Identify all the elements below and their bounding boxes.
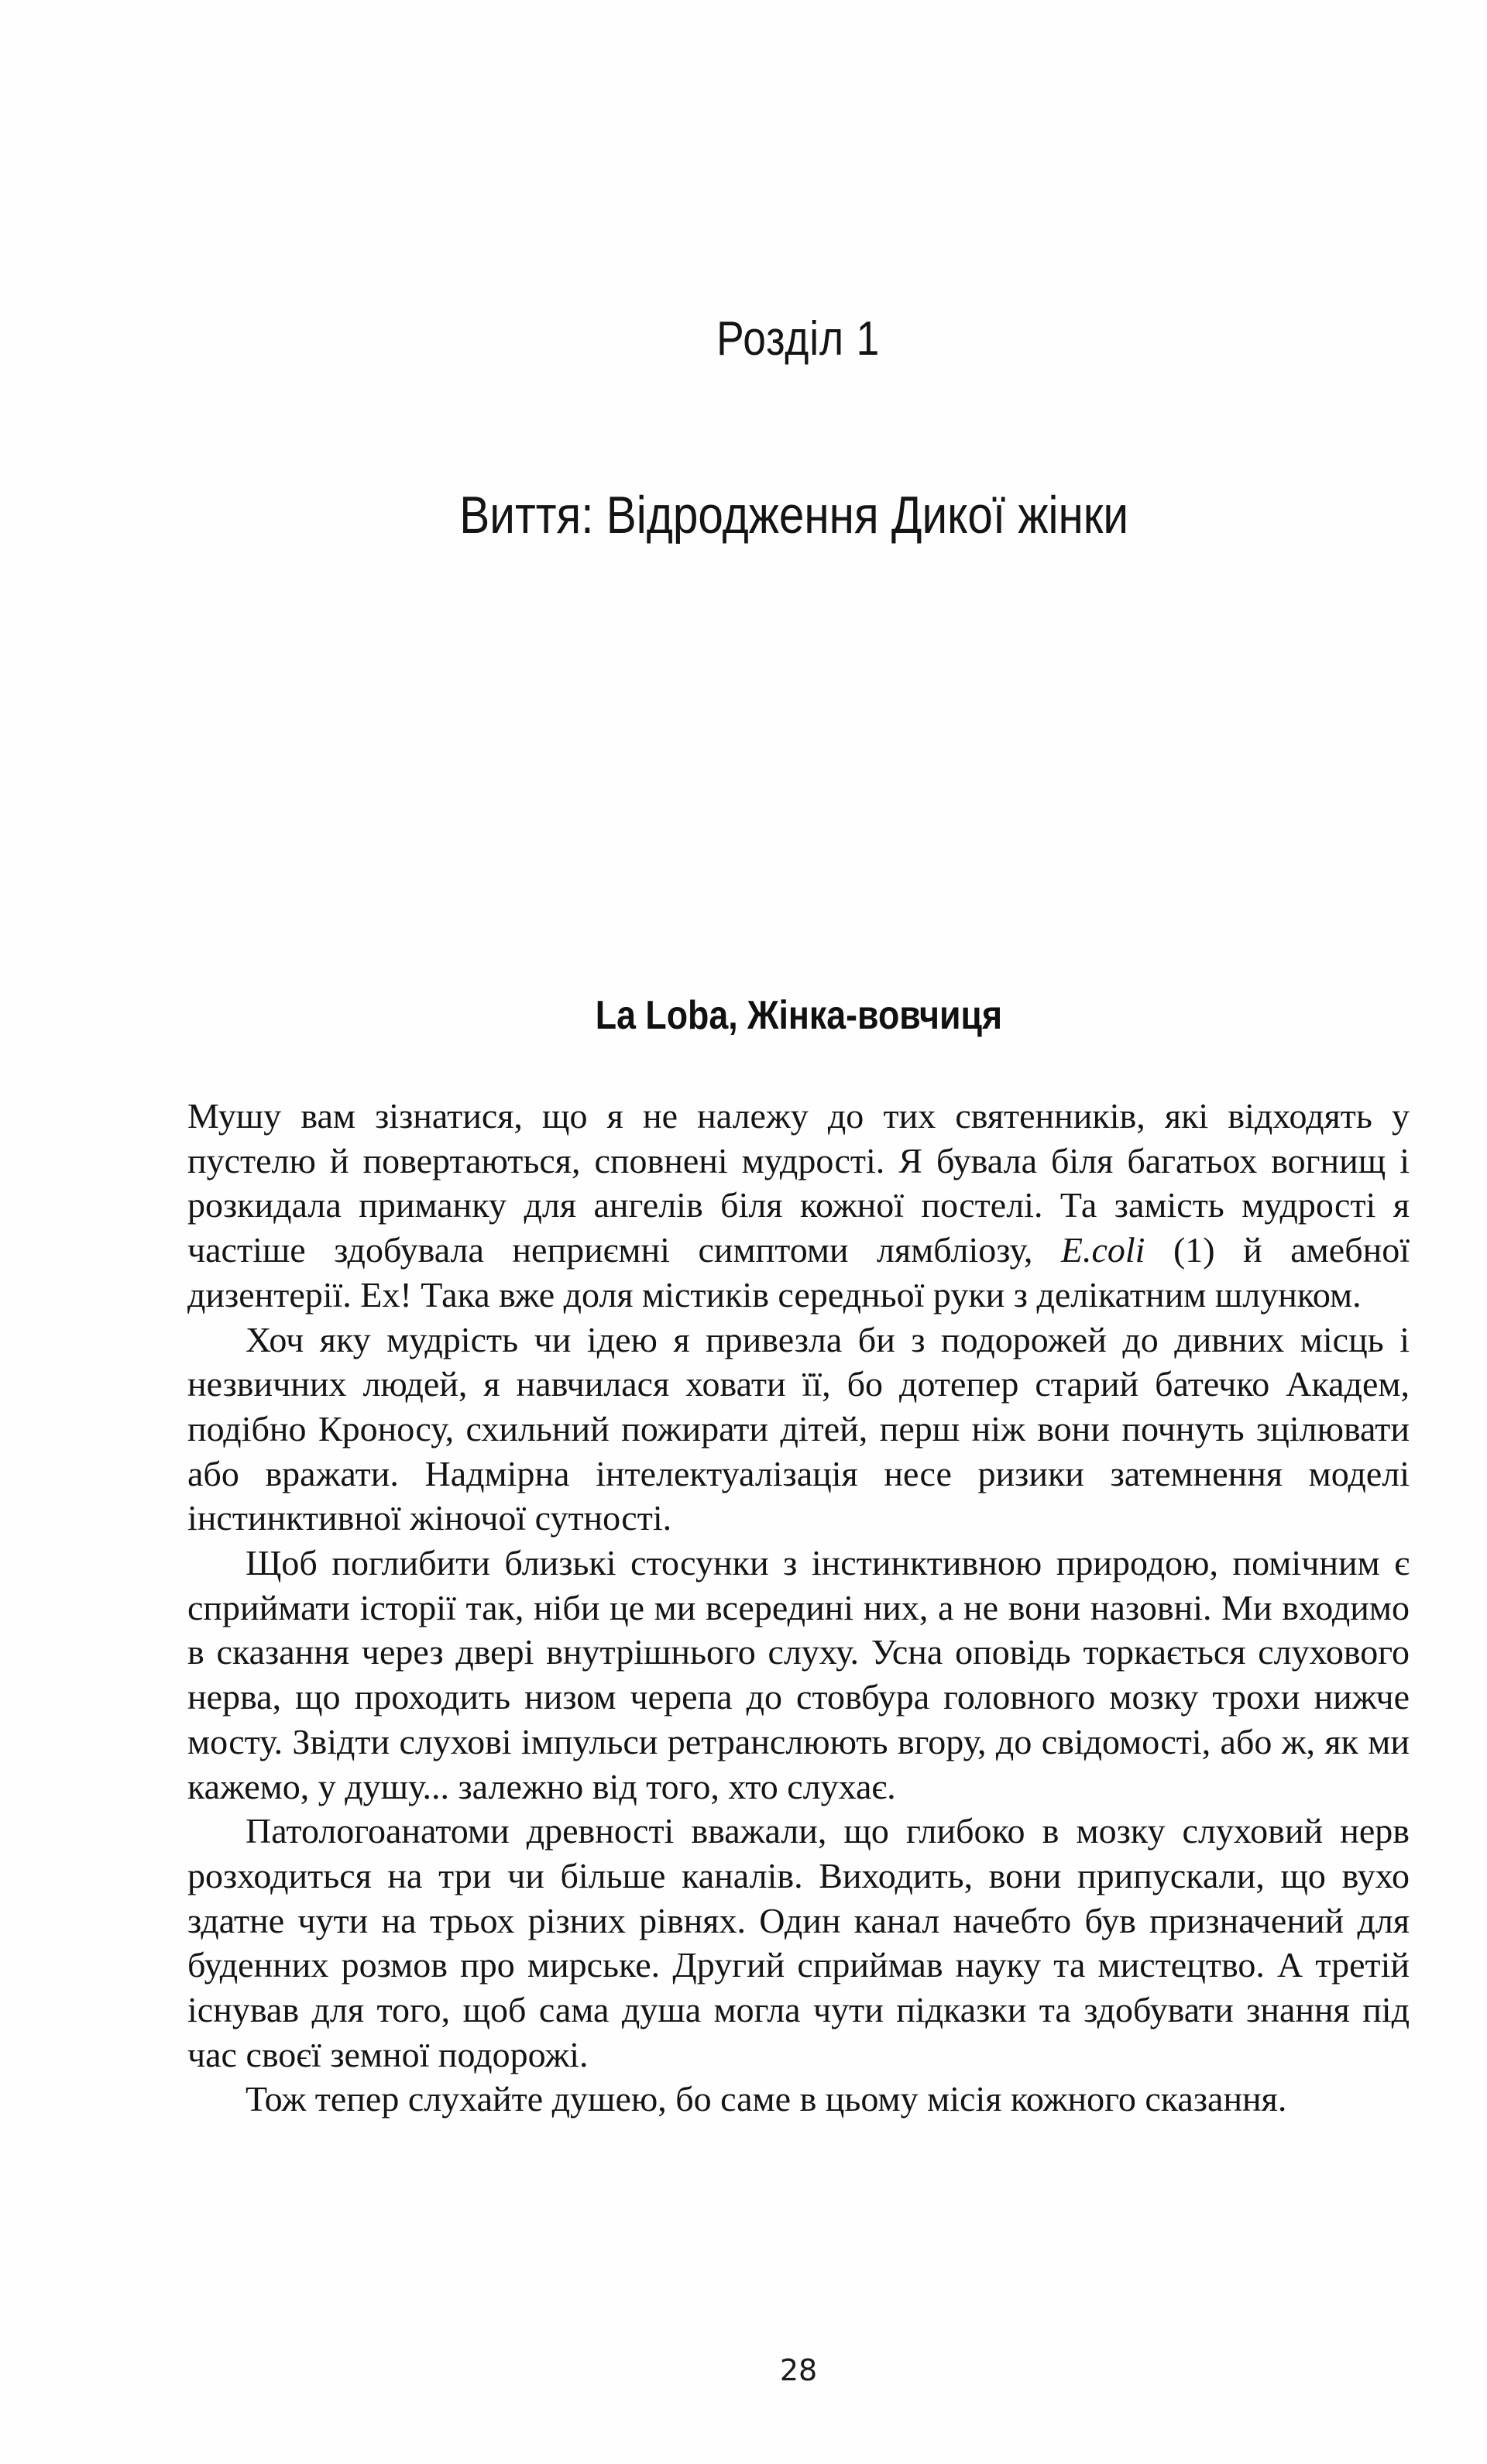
paragraph-1-text-a: Мушу вам зізнатися, що я не належу до тих святенників, які відходять у пустелю й повертаються, сповнені мудрості. Я бувала біля багатьох вогнищ і розкидала приманку для ангелів біля кожної постелі. Та замість мудрості я частіше здобувала неприємні симптоми лямбліозу, [187,1096,1410,1270]
ecoli-italic: E.coli [1060,1230,1145,1270]
section-title-text: La Loba, Жінка-вовчиця [595,993,1002,1038]
paragraph-1 [187,1094,1410,1318]
paragraph-2: Хоч яку мудрість чи ідею я привезла би з подорожей до дивних місць і незвичних людей, я навчилася ховати її, бо дотепер старий батечко Академ, подібно Кроносу, схильний пожирати дітей, перш ніж вони почнуть зцілювати або вражати. Надмірна інтелектуалізація несе ризики затемнення моделі інстинктивної жіночої сутності. [187,1319,1410,1538]
chapter-title-text: Виття: Відродження Дикої жінки [459,486,1128,545]
paragraph-5: Тож тепер слухайте душею, бо саме в цьому місія кожного сказання. [246,2079,1287,2119]
chapter-title [0,480,1487,550]
chapter-label [0,308,1487,370]
page-number: 28 [779,2353,818,2387]
paragraph-4: Патологоанатоми древності вважали, що глибоко в мозку слуховий нерв розходиться на три чи більше каналів. Виходить, вони припускали, що вухо здатне чути на трьох різних рівнях. Один канал начебто був призначений для буденних розмов про мирське. Другий сприймав науку та мистецтво. А третій існував для того, щоб сама душа могла чути підказки та здобувати знання під час своєї земної подорожі. [187,1811,1410,2074]
paragraph-3: Щоб поглибити близькі стосунки з інстинктивною природою, помічним є сприймати історії так, ніби це ми всередині них, а не вони назовні. Ми входимо в сказання через двері внутрішнього слуху. Усна оповідь торкається слухового нерва, що проходить низом черепа до стовбура головного мозку трохи нижче мосту. Звідти слухові імпульси ретранслюють вгору, до свідомості, або ж, як ми кажемо, у душу... залежно від того, хто слухає. [187,1543,1410,1806]
chapter-label-text: Розділ 1 [716,312,881,366]
body-text [187,1094,1410,2122]
section-title [187,988,1410,1043]
paragraph-1-text-b: (1) й амебної дизентерії. Ех! Така вже доля містиків середньої руки з делікатним шлунком. [187,1230,1410,1314]
